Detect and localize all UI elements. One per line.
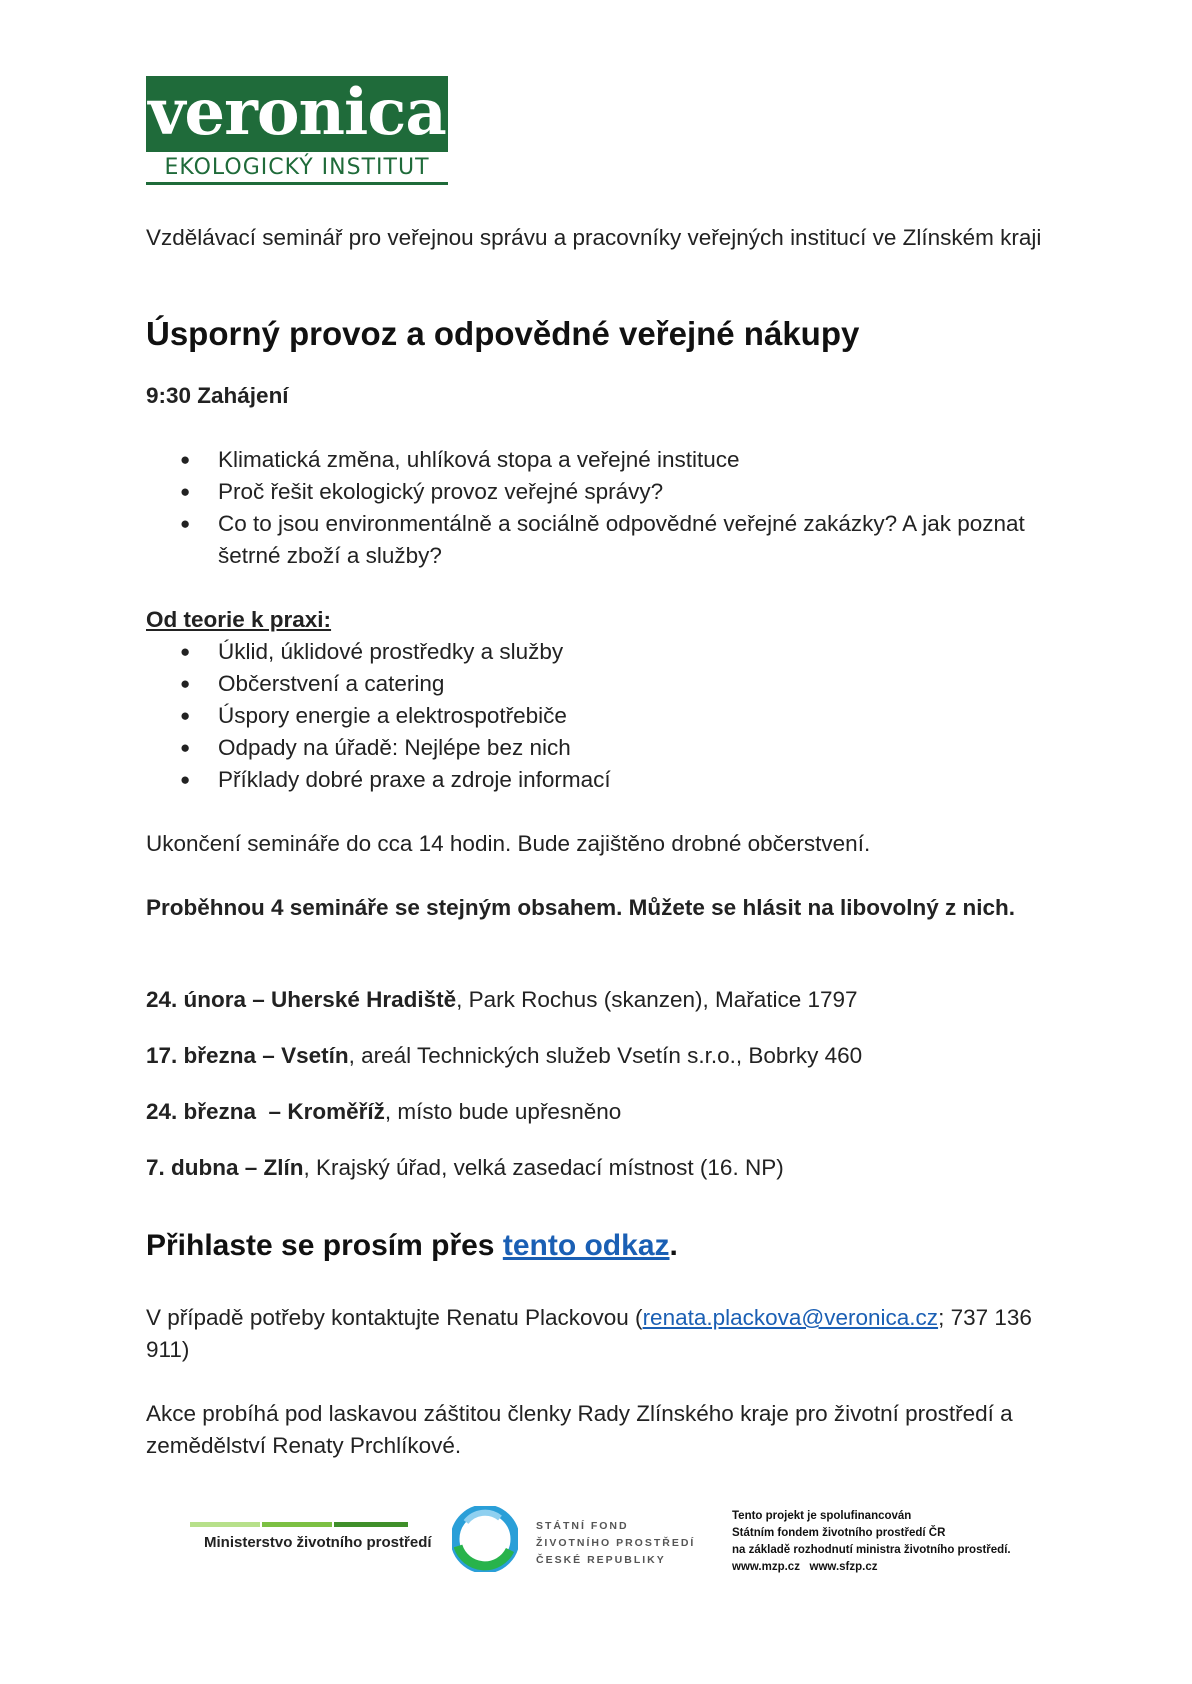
practice-heading: Od teorie k praxi: (146, 607, 332, 632)
sfzp-logo-icon (452, 1506, 518, 1572)
seminar-date (146, 1152, 784, 1184)
list-item: ● Klimatická změna, uhlíková stopa a veřejné instituce (146, 444, 1046, 476)
funding-line: Tento projekt je spolufinancován (732, 1510, 912, 1522)
seminar-date (146, 1040, 862, 1072)
date-place: 7. dubna – Zlín (146, 1155, 304, 1180)
contact-suffix: ; 737 136 911) (146, 1305, 1032, 1362)
logo-wordmark: veronica (148, 75, 446, 150)
contact-prefix: V případě potřeby kontaktujte Renatu Plackovou ( (146, 1305, 643, 1330)
list-item: ● Úklid, úklidové prostředky a služby (146, 636, 1046, 668)
mzp-bar-light (190, 1522, 260, 1527)
date-venue: , areál Technických služeb Vsetín s.r.o., Bobrky 460 (348, 1043, 863, 1068)
list-item: ● Odpady na úřadě: Nejlépe bez nich (146, 732, 1046, 764)
register-suffix: . (669, 1229, 678, 1262)
topics-list (146, 444, 1046, 572)
patronage-note: Akce probíhá pod laskavou záštitou členky Rady Zlínského kraje pro životní prostředí a zemědělství Renaty Prchlíkové. (146, 1401, 1013, 1458)
date-place: 24. března – Kroměříž (146, 1099, 385, 1124)
sfzp-line: STÁTNÍ FOND (536, 1520, 629, 1532)
register-prefix: Přihlaste se prosím přes (146, 1229, 503, 1262)
intro-text: Vzdělávací seminář pro veřejnou správu a pracovníky veřejných institucí ve Zlínském kraji (146, 225, 1042, 250)
mzp-bar-dark (334, 1522, 408, 1527)
veronica-logo (146, 76, 448, 186)
list-item: ● Příklady dobré praxe a zdroje informací (146, 764, 1046, 796)
sfzp-line: ČESKÉ REPUBLIKY (536, 1554, 666, 1566)
list-item: ● Úspory energie a elektrospotřebiče (146, 700, 1046, 732)
seminar-date (146, 984, 858, 1016)
funding-line: na základě rozhodnutí ministra životního prostředí. (732, 1544, 1011, 1556)
logo-subtitle: EKOLOGICKÝ INSTITUT (164, 155, 430, 180)
start-time: 9:30 Zahájení (146, 383, 289, 408)
funding-note (732, 1508, 1052, 1576)
logo-underline (146, 182, 448, 185)
list-item: ● Proč řešit ekologický provoz veřejné správy? (146, 476, 1046, 508)
registration-link[interactable]: tento odkaz (502, 1229, 670, 1262)
date-place: 17. března – Vsetín (146, 1043, 349, 1068)
end-note: Ukončení semináře do cca 14 hodin. Bude zajištěno drobné občerstvení. (146, 831, 871, 856)
list-item: ● Občerstvení a catering (146, 668, 1046, 700)
seminar-date (146, 1096, 621, 1128)
date-place: 24. února – Uherské Hradiště (146, 987, 457, 1012)
contact-info (146, 1302, 1066, 1366)
date-venue: , Park Rochus (skanzen), Mařatice 1797 (456, 987, 858, 1012)
sfzp-line: ŽIVOTNÍHO PROSTŘEDÍ (536, 1537, 696, 1549)
registration-heading (146, 1226, 678, 1266)
mzp-logo (190, 1522, 432, 1562)
page-title: Úsporný provoz a odpovědné veřejné nákupy (146, 315, 860, 352)
practice-list (146, 636, 1046, 796)
contact-email-link[interactable]: renata.plackova@veronica.cz (642, 1305, 939, 1330)
sfzp-label (536, 1518, 695, 1569)
list-item: ● Co to jsou environmentálně a sociálně odpovědné veřejné zakázky? A jak poznat šetrné zboží a služby? (146, 508, 1046, 572)
mzp-bar-mid (262, 1522, 332, 1527)
funding-line: Státním fondem životního prostředí ČR (732, 1527, 946, 1539)
date-venue: , místo bude upřesněno (384, 1099, 622, 1124)
seminar-notice: Proběhnou 4 semináře se stejným obsahem. Můžete se hlásit na libovolný z nich. (146, 895, 1015, 920)
date-venue: , Krajský úřad, velká zasedací místnost (16. NP) (303, 1155, 784, 1180)
mzp-label: Ministerstvo životního prostředí (204, 1534, 432, 1551)
funding-links: www.mzp.cz www.sfzp.cz (732, 1561, 878, 1573)
